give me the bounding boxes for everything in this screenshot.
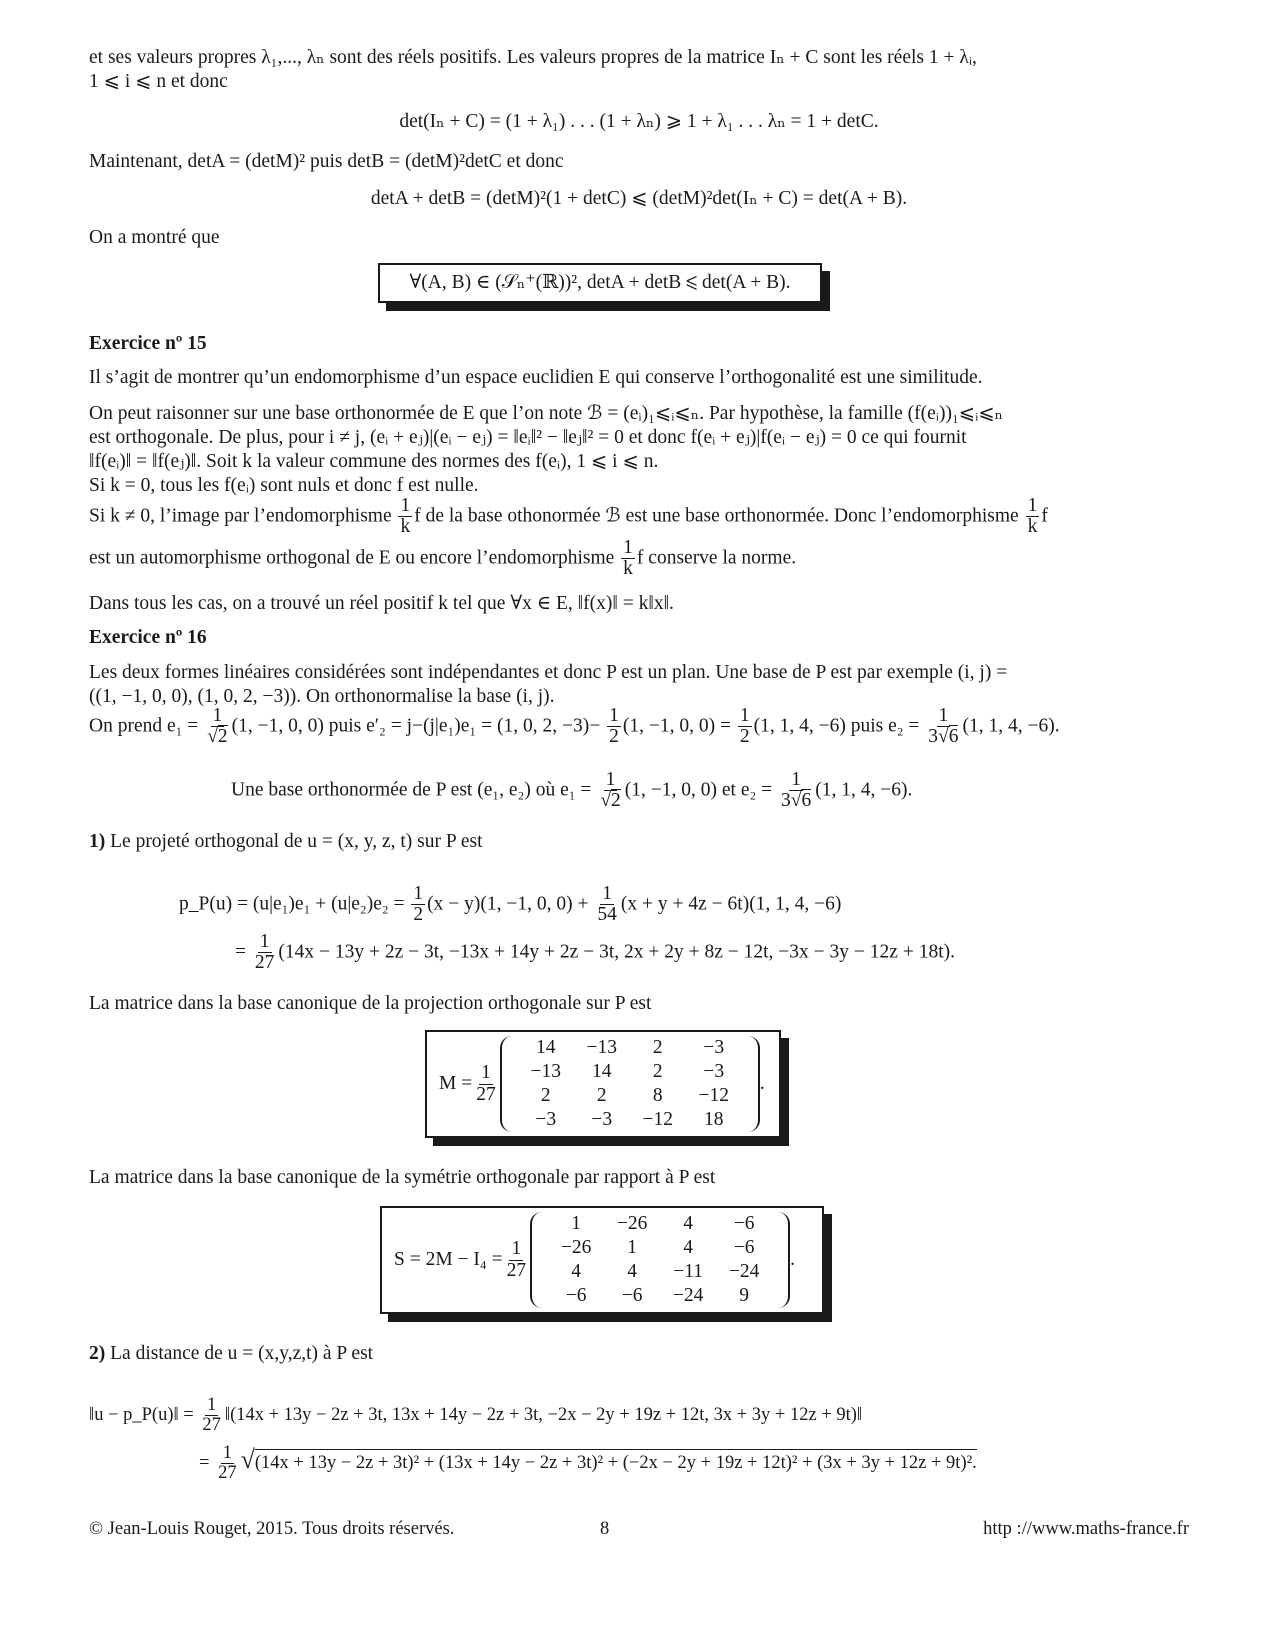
matrix-cell: 18 bbox=[703, 1109, 724, 1130]
matrix-cell: −26 bbox=[560, 1237, 592, 1258]
text-line: Les deux formes linéaires considérées sont indépendantes et donc P est un plan. Une base de P est par exemple (i, j) = bbox=[89, 662, 1008, 683]
matrix-cell: 1 bbox=[571, 1213, 581, 1234]
matrix-cell: 1 bbox=[627, 1237, 637, 1258]
fraction-1-over-27: $\frac{1}{27}$ bbox=[202, 1395, 221, 1436]
exercise-15-heading: Exercice nº 15 bbox=[89, 333, 207, 354]
matrix-S-box: S = 2M − I₄ = $\frac{1}{27}$ 1 −26 4 −6 −26 1 4 −6 4 4 −11 −24 −6 −6 −24 9 . bbox=[380, 1206, 824, 1314]
footer-copyright: © Jean-Louis Rouget, 2015. Tous droits réservés. bbox=[89, 1519, 455, 1539]
matrix-cell: 4 bbox=[571, 1261, 581, 1282]
matrix-cell: −12 bbox=[642, 1109, 673, 1130]
equation-det-sum: detA + detB = (detM)²(1 + detC) ⩽ (detM)²det(Iₙ + C) = det(A + B). bbox=[370, 188, 908, 209]
text-line: Il s’agit de montrer qu’un endomorphisme d’un espace euclidien E qui conserve l’orthogonalité est une similitude. bbox=[89, 367, 983, 388]
matrix-cell: −26 bbox=[616, 1213, 648, 1234]
fraction-1-over-27: $\frac{1}{27}$ bbox=[254, 931, 275, 974]
matrix-cell: 9 bbox=[739, 1285, 749, 1306]
boxed-result: ∀(A, B) ∈ (𝒮ₙ⁺(ℝ))², detA + detB ⩽ det(A + B). bbox=[409, 272, 791, 293]
fraction-1-over-2: $\frac{1}{2}$ bbox=[739, 705, 750, 748]
fraction-1-over-k: $\frac{1}{k}$ bbox=[400, 495, 411, 538]
matrix-cell: 2 bbox=[596, 1085, 607, 1106]
matrix-cell: 4 bbox=[683, 1237, 693, 1258]
equation-distance-sqrt: = $\frac{1}{27}$ √(14x + 13y − 2z + 3t)² + (13x + 14y − 2z + 3t)² + (−2x − 2y + 19z + 12t)² + (3x + 3y + 12z + 9t)². bbox=[199, 1443, 977, 1484]
text-line: est orthogonale. De plus, pour i ≠ j, (eᵢ + eⱼ)|(eᵢ − eⱼ) = ‖eᵢ‖² − ‖eⱼ‖² = 0 et donc f(eᵢ + eⱼ)|f(eᵢ − eⱼ) = 0 ce qui fournit bbox=[89, 427, 967, 448]
matrix-cell: −12 bbox=[698, 1085, 729, 1106]
text-line: Si k = 0, tous les f(eᵢ) sont nuls et donc f est nulle. bbox=[89, 475, 479, 496]
matrix-cell: −13 bbox=[530, 1061, 561, 1082]
matrix-cell: −24 bbox=[672, 1285, 704, 1306]
text-line-orthonormalisation: On prend e₁ = $\frac{1}{√2}$ (1, −1, 0, 0) puis e′₂ = j−(j|e₁)e₁ = (1, 0, 2, −3)− $\frac{1}{2}$ (1, −1, 0, 0) = $\frac{1}{2}$ (1, 1, 4, −6) puis e₂ = $\frac{1}{3√6}$ (1, 1, 4, −6). bbox=[89, 705, 1060, 748]
text-line: 1 ⩽ i ⩽ n et donc bbox=[89, 71, 228, 92]
matrix-S bbox=[530, 1212, 790, 1308]
matrix-cell: −24 bbox=[728, 1261, 760, 1282]
matrix-cell: −6 bbox=[621, 1285, 643, 1306]
question-2-heading: 2) La distance de u = (x,y,z,t) à P est bbox=[89, 1343, 374, 1364]
text-line: ‖f(eᵢ)‖ = ‖f(eⱼ)‖. Soit k la valeur commune des normes des f(eᵢ), 1 ⩽ i ⩽ n. bbox=[89, 451, 659, 472]
matrix-cell: −3 bbox=[535, 1109, 557, 1130]
fraction-1-over-27: $\frac{1}{27}$ bbox=[218, 1443, 237, 1484]
fraction-1-over-2: $\frac{1}{2}$ bbox=[413, 883, 424, 926]
matrix-cell: 4 bbox=[683, 1213, 693, 1234]
text-line-fraction: est un automorphisme orthogonal de E ou encore l’endomorphisme $\frac{1}{k}$ f conserve la norme. bbox=[89, 537, 797, 580]
fraction-1-over-sqrt2: $\frac{1}{√2}$ bbox=[207, 705, 228, 748]
orthonormal-basis-statement: Une base orthonormée de P est (e₁, e₂) où e₁ = $\frac{1}{√2}$ (1, −1, 0, 0) et e₂ = $\frac{1}{3√6}$ (1, 1, 4, −6). bbox=[231, 769, 913, 812]
text-line: ((1, −1, 0, 0), (1, 0, 2, −3)). On orthonormalise la base (i, j). bbox=[89, 686, 555, 707]
matrix-cell: −13 bbox=[586, 1037, 617, 1058]
equation-det-identity: det(Iₙ + C) = (1 + λ₁) . . . (1 + λₙ) ⩾ 1 + λ₁ . . . λₙ = 1 + detC. bbox=[399, 111, 879, 132]
text-line: On a montré que bbox=[89, 227, 220, 248]
text-line-fraction: Si k ≠ 0, l’image par l’endomorphisme $\frac{1}{k}$ f de la base othonormée ℬ est une base orthonormée. Donc l’endomorphisme $\frac{1}{k}$ f bbox=[89, 495, 1048, 538]
footer-url[interactable]: http ://www.maths-france.fr bbox=[983, 1519, 1189, 1539]
matrix-cell: 2 bbox=[652, 1061, 663, 1082]
question-1-heading: 1) Le projeté orthogonal de u = (x, y, z, t) sur P est bbox=[89, 831, 483, 852]
radical-sign: √ bbox=[240, 1445, 255, 1475]
equation-distance: ‖u − p_P(u)‖ = $\frac{1}{27}$ ‖(14x + 13y − 2z + 3t, 13x + 14y − 2z + 3t, −2x − 2y + 19z + 12t, 3x + 3y + 12z + 9t)‖ bbox=[89, 1395, 863, 1436]
fraction-1-over-2: $\frac{1}{2}$ bbox=[609, 705, 619, 748]
result-box-determinant bbox=[378, 263, 822, 303]
equation-projection: p_P(u) = (u|e₁)e₁ + (u|e₂)e₂ = $\frac{1}{2}$ (x − y)(1, −1, 0, 0) + $\frac{1}{54}$ (x + y + 4z − 6t)(1, 1, 4, −6) bbox=[179, 883, 842, 926]
matrix-cell: 8 bbox=[652, 1085, 663, 1106]
exercise-16-heading: Exercice nº 16 bbox=[89, 627, 207, 648]
matrix-cell: 14 bbox=[591, 1061, 612, 1082]
equation-projection-expanded: = $\frac{1}{27}$ (14x − 13y + 2z − 3t, −13x + 14y + 2z − 3t, 2x + 2y + 8z − 12t, −3x − 3y − 12z + 18t). bbox=[235, 931, 955, 974]
footer-page-number: 8 bbox=[600, 1519, 610, 1539]
fraction-1-over-27: $\frac{1}{27}$ bbox=[476, 1062, 496, 1105]
fraction-1-over-27: $\frac{1}{27}$ bbox=[506, 1238, 527, 1281]
text-line: La matrice dans la base canonique de la symétrie orthogonale par rapport à P est bbox=[89, 1167, 716, 1188]
matrix-cell: 2 bbox=[652, 1037, 663, 1058]
matrix-cell: 2 bbox=[540, 1085, 551, 1106]
matrix-cell: 4 bbox=[627, 1261, 637, 1282]
fraction-1-over-k: $\frac{1}{k}$ bbox=[1027, 495, 1038, 538]
text-line: et ses valeurs propres λ₁,..., λₙ sont des réels positifs. Les valeurs propres de la matrice Iₙ + C sont les réels 1 + λᵢ, bbox=[89, 47, 977, 68]
fraction-1-over-3sqrt6: $\frac{1}{3√6}$ bbox=[928, 705, 959, 748]
fraction-1-over-sqrt2: $\frac{1}{√2}$ bbox=[600, 769, 621, 812]
matrix-cell: 14 bbox=[535, 1037, 556, 1058]
fraction-1-over-54: $\frac{1}{54}$ bbox=[597, 883, 617, 926]
matrix-cell: −3 bbox=[703, 1037, 725, 1058]
text-line: Dans tous les cas, on a trouvé un réel positif k tel que ∀x ∈ E, ‖f(x)‖ = k‖x‖. bbox=[89, 593, 674, 614]
text-line: La matrice dans la base canonique de la projection orthogonale sur P est bbox=[89, 993, 652, 1014]
fraction-1-over-3sqrt6: $\frac{1}{3√6}$ bbox=[781, 769, 812, 812]
matrix-cell: −3 bbox=[703, 1061, 725, 1082]
matrix-cell: −6 bbox=[733, 1213, 755, 1234]
text-line: Maintenant, detA = (detM)² puis detB = (detM)²detC et donc bbox=[89, 151, 564, 172]
fraction-1-over-k: $\frac{1}{k}$ bbox=[623, 537, 633, 580]
text-line: On peut raisonner sur une base orthonormée de E que l’on note ℬ = (eᵢ)₁⩽ᵢ⩽ₙ. Par hypothèse, la famille (f(eᵢ))₁⩽ᵢ⩽ₙ bbox=[89, 403, 1004, 424]
matrix-cell: −6 bbox=[565, 1285, 587, 1306]
matrix-cell: −3 bbox=[591, 1109, 613, 1130]
matrix-M-box: M = $\frac{1}{27}$ 14 −13 2 −3 −13 14 2 −3 2 2 8 −12 −3 −3 −12 18 . bbox=[425, 1030, 781, 1138]
matrix-M bbox=[500, 1036, 760, 1132]
matrix-cell: −11 bbox=[673, 1261, 703, 1282]
matrix-cell: −6 bbox=[733, 1237, 755, 1258]
